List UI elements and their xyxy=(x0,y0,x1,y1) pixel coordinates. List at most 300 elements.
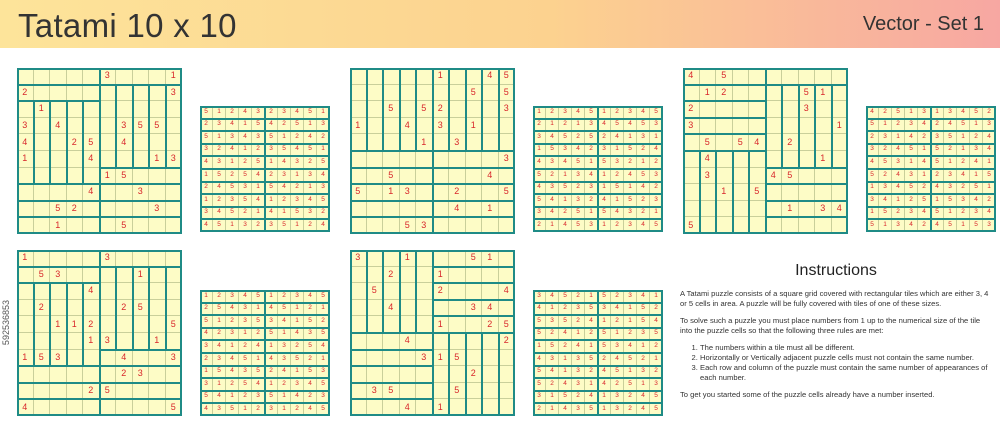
tatami-solution-3 xyxy=(866,106,996,232)
grid-cell xyxy=(83,300,100,317)
solution-number: 2 xyxy=(866,131,879,144)
solution-number: 5 xyxy=(892,106,905,119)
solution-number: 2 xyxy=(611,315,624,328)
solution-number: 5 xyxy=(931,144,944,157)
solution-number: 1 xyxy=(200,290,213,303)
grid-cell xyxy=(482,85,499,102)
solution-number: 3 xyxy=(265,315,278,328)
solution-number: 1 xyxy=(892,194,905,207)
solution-number: 5 xyxy=(200,106,213,119)
grid-cell xyxy=(50,366,67,383)
solution-number: 5 xyxy=(213,219,226,232)
solution-number: 5 xyxy=(957,119,970,132)
solution-number: 4 xyxy=(931,182,944,195)
grid-cell xyxy=(449,333,466,350)
grid-cell xyxy=(133,283,150,300)
grid-cell xyxy=(133,101,150,118)
grid-cell xyxy=(482,399,499,416)
solution-number: 2 xyxy=(252,403,265,416)
grid-cell xyxy=(17,101,34,118)
solution-number: 5 xyxy=(931,156,944,169)
solution-number: 1 xyxy=(546,303,559,316)
solution-number: 5 xyxy=(650,391,663,404)
solution-number: 5 xyxy=(611,366,624,379)
solution-number: 5 xyxy=(239,378,252,391)
rule-item: 1. The numbers within a tile must all be different. xyxy=(700,343,992,353)
grid-cell xyxy=(34,316,51,333)
solution-number: 2 xyxy=(546,169,559,182)
grid-cell xyxy=(100,85,117,102)
grid-cell xyxy=(367,316,384,333)
solution-number: 1 xyxy=(892,131,905,144)
grid-cell xyxy=(383,399,400,416)
given-number: 5 xyxy=(116,217,133,234)
tatami-puzzle-4 xyxy=(17,250,182,416)
grid-cell xyxy=(433,184,450,201)
solution-number: 1 xyxy=(983,156,996,169)
solution-number: 1 xyxy=(546,119,559,132)
solution-number: 3 xyxy=(533,207,546,220)
given-number: 5 xyxy=(50,201,67,218)
grid-cell xyxy=(67,85,84,102)
solution-number: 3 xyxy=(239,315,252,328)
given-number: 1 xyxy=(133,267,150,284)
grid-cell xyxy=(799,134,816,151)
solution-number: 2 xyxy=(585,328,598,341)
grid-cell xyxy=(34,250,51,267)
solution-number: 3 xyxy=(931,131,944,144)
grid-cell xyxy=(166,217,183,234)
grid-cell xyxy=(466,101,483,118)
grid-cell xyxy=(700,217,717,234)
solution-number: 4 xyxy=(317,169,330,182)
solution-number: 2 xyxy=(611,106,624,119)
solution-number: 4 xyxy=(546,366,559,379)
solution-number: 2 xyxy=(983,106,996,119)
grid-cell xyxy=(433,217,450,234)
solution-number: 2 xyxy=(265,366,278,379)
solution-number: 1 xyxy=(559,169,572,182)
solution-number: 4 xyxy=(304,290,317,303)
solution-number: 4 xyxy=(650,315,663,328)
grid-cell xyxy=(482,151,499,168)
solution-number: 3 xyxy=(213,353,226,366)
grid-cell xyxy=(383,217,400,234)
solution-number: 4 xyxy=(611,353,624,366)
solution-number: 5 xyxy=(970,106,983,119)
grid-cell xyxy=(449,399,466,416)
solution-number: 3 xyxy=(905,119,918,132)
grid-cell xyxy=(499,366,516,383)
grid-cell xyxy=(416,201,433,218)
solution-number: 5 xyxy=(559,182,572,195)
solution-number: 4 xyxy=(226,366,239,379)
grid-cell xyxy=(116,333,133,350)
solution-number: 1 xyxy=(650,131,663,144)
grid-cell xyxy=(766,101,783,118)
solution-number: 3 xyxy=(624,219,637,232)
grid-cell xyxy=(367,267,384,284)
grid-cell xyxy=(466,134,483,151)
solution-number: 1 xyxy=(585,290,598,303)
solution-number: 5 xyxy=(317,328,330,341)
solution-number: 4 xyxy=(226,353,239,366)
grid-cell xyxy=(133,250,150,267)
solution-number: 1 xyxy=(559,353,572,366)
solution-number: 4 xyxy=(239,290,252,303)
solution-number: 1 xyxy=(918,169,931,182)
solution-number: 4 xyxy=(304,378,317,391)
grid-cell xyxy=(67,68,84,85)
grid-cell xyxy=(166,383,183,400)
grid-cell xyxy=(116,316,133,333)
solution-number: 1 xyxy=(905,106,918,119)
solution-number: 3 xyxy=(239,219,252,232)
solution-number: 1 xyxy=(598,182,611,195)
solution-number: 1 xyxy=(944,156,957,169)
solution-number: 1 xyxy=(304,119,317,132)
solution-number: 3 xyxy=(265,219,278,232)
solution-number: 1 xyxy=(931,106,944,119)
grid-cell xyxy=(383,366,400,383)
grid-cell xyxy=(832,68,849,85)
solution-number: 4 xyxy=(559,378,572,391)
tatami-solution-2 xyxy=(533,106,663,232)
grid-cell xyxy=(466,151,483,168)
solution-number: 2 xyxy=(905,194,918,207)
solution-number: 1 xyxy=(957,219,970,232)
solution-number: 5 xyxy=(624,353,637,366)
solution-number: 5 xyxy=(278,303,291,316)
solution-number: 2 xyxy=(291,403,304,416)
grid-cell xyxy=(466,68,483,85)
grid-cell xyxy=(17,383,34,400)
grid-cell xyxy=(166,118,183,135)
solution-number: 4 xyxy=(611,303,624,316)
solution-number: 1 xyxy=(983,182,996,195)
solution-number: 2 xyxy=(213,194,226,207)
solution-number: 2 xyxy=(317,207,330,220)
grid-cell xyxy=(83,399,100,416)
given-number: 1 xyxy=(416,134,433,151)
grid-cell xyxy=(749,68,766,85)
given-number: 5 xyxy=(499,316,516,333)
given-number: 1 xyxy=(482,250,499,267)
grid-cell xyxy=(449,300,466,317)
solution-number: 5 xyxy=(533,378,546,391)
solution-number: 5 xyxy=(931,207,944,220)
solution-number: 5 xyxy=(611,182,624,195)
solution-number: 1 xyxy=(213,378,226,391)
solution-number: 4 xyxy=(572,340,585,353)
given-number: 3 xyxy=(367,383,384,400)
solution-number: 3 xyxy=(226,194,239,207)
given-number: 1 xyxy=(50,316,67,333)
solution-number: 3 xyxy=(983,119,996,132)
grid-cell xyxy=(433,134,450,151)
given-number: 1 xyxy=(400,250,417,267)
solution-number: 1 xyxy=(624,315,637,328)
grid-cell xyxy=(832,151,849,168)
solution-number: 5 xyxy=(265,391,278,404)
solution-number: 5 xyxy=(598,340,611,353)
solution-number: 2 xyxy=(213,290,226,303)
grid-cell xyxy=(67,151,84,168)
grid-cell xyxy=(416,333,433,350)
solution-number: 1 xyxy=(546,391,559,404)
given-number: 3 xyxy=(116,118,133,135)
solution-number: 3 xyxy=(317,391,330,404)
given-number: 3 xyxy=(466,300,483,317)
given-number: 1 xyxy=(17,350,34,367)
given-number: 4 xyxy=(749,134,766,151)
grid-cell xyxy=(50,383,67,400)
solution-number: 4 xyxy=(892,144,905,157)
grid-cell xyxy=(766,201,783,218)
given-number: 5 xyxy=(799,85,816,102)
grid-cell xyxy=(133,68,150,85)
grid-cell xyxy=(383,151,400,168)
grid-cell xyxy=(416,68,433,85)
solution-number: 1 xyxy=(598,169,611,182)
grid-cell xyxy=(67,300,84,317)
grid-cell xyxy=(733,101,750,118)
solution-number: 3 xyxy=(944,169,957,182)
given-number: 3 xyxy=(50,267,67,284)
given-number: 1 xyxy=(782,201,799,218)
solution-number: 4 xyxy=(983,144,996,157)
solution-number: 4 xyxy=(957,169,970,182)
grid-cell xyxy=(499,399,516,416)
grid-cell xyxy=(350,366,367,383)
solution-number: 2 xyxy=(546,378,559,391)
solution-number: 3 xyxy=(304,169,317,182)
solution-number: 5 xyxy=(637,315,650,328)
solution-number: 4 xyxy=(598,119,611,132)
solution-number: 1 xyxy=(252,353,265,366)
instructions-heading: Instructions xyxy=(795,262,877,279)
solution-number: 1 xyxy=(291,366,304,379)
grid-cell xyxy=(149,184,166,201)
grid-cell xyxy=(733,85,750,102)
solution-number: 2 xyxy=(200,119,213,132)
solution-number: 4 xyxy=(598,194,611,207)
solution-number: 1 xyxy=(304,182,317,195)
solution-number: 3 xyxy=(239,366,252,379)
given-number: 1 xyxy=(34,101,51,118)
solution-number: 3 xyxy=(533,391,546,404)
solution-number: 1 xyxy=(624,303,637,316)
solution-number: 5 xyxy=(278,144,291,157)
solution-number: 5 xyxy=(252,119,265,132)
solution-number: 4 xyxy=(533,182,546,195)
solution-number: 4 xyxy=(291,144,304,157)
solution-number: 5 xyxy=(572,207,585,220)
grid-cell xyxy=(782,85,799,102)
solution-number: 4 xyxy=(585,169,598,182)
given-number: 2 xyxy=(34,300,51,317)
solution-number: 2 xyxy=(637,144,650,157)
grid-cell xyxy=(716,101,733,118)
given-number: 1 xyxy=(433,399,450,416)
given-number: 1 xyxy=(815,151,832,168)
grid-cell xyxy=(50,300,67,317)
solution-number: 1 xyxy=(650,353,663,366)
solution-number: 4 xyxy=(213,340,226,353)
solution-number: 3 xyxy=(611,340,624,353)
solution-number: 1 xyxy=(291,303,304,316)
grid-cell xyxy=(67,366,84,383)
solution-number: 5 xyxy=(559,315,572,328)
solution-number: 1 xyxy=(866,182,879,195)
grid-cell xyxy=(149,68,166,85)
grid-cell xyxy=(133,333,150,350)
grid-cell xyxy=(100,350,117,367)
solution-number: 2 xyxy=(239,340,252,353)
grid-cell xyxy=(350,68,367,85)
solution-number: 4 xyxy=(572,144,585,157)
solution-number: 4 xyxy=(252,194,265,207)
grid-cell xyxy=(749,201,766,218)
solution-number: 5 xyxy=(213,169,226,182)
grid-cell xyxy=(367,184,384,201)
grid-cell xyxy=(166,184,183,201)
grid-cell xyxy=(449,316,466,333)
grid-cell xyxy=(383,134,400,151)
solution-number: 2 xyxy=(931,119,944,132)
solution-number: 5 xyxy=(970,182,983,195)
grid-cell xyxy=(466,184,483,201)
solution-number: 5 xyxy=(252,156,265,169)
solution-number: 2 xyxy=(650,366,663,379)
solution-number: 5 xyxy=(304,106,317,119)
solution-number: 4 xyxy=(317,219,330,232)
solution-number: 2 xyxy=(918,182,931,195)
solution-number: 2 xyxy=(637,194,650,207)
solution-number: 1 xyxy=(533,340,546,353)
grid-cell xyxy=(499,201,516,218)
solution-number: 5 xyxy=(650,219,663,232)
solution-number: 5 xyxy=(252,290,265,303)
grid-cell xyxy=(149,366,166,383)
solution-number: 1 xyxy=(278,391,291,404)
solution-number: 4 xyxy=(291,328,304,341)
grid-cell xyxy=(67,283,84,300)
solution-number: 4 xyxy=(533,156,546,169)
given-number: 4 xyxy=(766,168,783,185)
solution-number: 3 xyxy=(637,328,650,341)
solution-number: 4 xyxy=(304,131,317,144)
solution-number: 2 xyxy=(637,353,650,366)
solution-number: 1 xyxy=(598,219,611,232)
solution-number: 1 xyxy=(970,169,983,182)
solution-number: 5 xyxy=(866,219,879,232)
solution-number: 4 xyxy=(200,156,213,169)
grid-cell xyxy=(400,134,417,151)
given-number: 4 xyxy=(50,118,67,135)
grid-cell xyxy=(67,168,84,185)
solution-number: 3 xyxy=(213,403,226,416)
solution-number: 5 xyxy=(317,378,330,391)
solution-number: 1 xyxy=(546,219,559,232)
grid-cell xyxy=(400,68,417,85)
solution-number: 3 xyxy=(611,403,624,416)
given-number: 5 xyxy=(149,118,166,135)
grid-cell xyxy=(83,68,100,85)
grid-cell xyxy=(34,184,51,201)
grid-cell xyxy=(149,267,166,284)
grid-cell xyxy=(700,101,717,118)
solution-number: 2 xyxy=(585,144,598,157)
given-number: 2 xyxy=(116,366,133,383)
solution-number: 5 xyxy=(944,194,957,207)
solution-number: 1 xyxy=(226,156,239,169)
solution-number: 4 xyxy=(866,106,879,119)
rules-list xyxy=(680,343,992,383)
solution-number: 3 xyxy=(252,391,265,404)
given-number: 3 xyxy=(166,151,183,168)
grid-cell xyxy=(716,118,733,135)
grid-cell xyxy=(116,267,133,284)
solution-number: 1 xyxy=(239,328,252,341)
solution-number: 1 xyxy=(317,353,330,366)
grid-cell xyxy=(499,217,516,234)
given-number: 5 xyxy=(133,300,150,317)
grid-cell xyxy=(449,85,466,102)
solution-number: 3 xyxy=(637,131,650,144)
grid-cell xyxy=(367,350,384,367)
grid-cell xyxy=(383,316,400,333)
solution-number: 3 xyxy=(624,106,637,119)
solution-number: 5 xyxy=(252,366,265,379)
solution-number: 2 xyxy=(598,353,611,366)
grid-cell xyxy=(100,316,117,333)
grid-cell xyxy=(466,267,483,284)
solution-number: 4 xyxy=(918,119,931,132)
solution-number: 3 xyxy=(291,378,304,391)
solution-number: 4 xyxy=(226,144,239,157)
solution-number: 5 xyxy=(624,378,637,391)
solution-number: 3 xyxy=(585,119,598,132)
solution-number: 2 xyxy=(585,194,598,207)
grid-cell xyxy=(799,201,816,218)
grid-cell xyxy=(83,350,100,367)
solution-number: 5 xyxy=(317,194,330,207)
given-number: 3 xyxy=(499,101,516,118)
solution-number: 4 xyxy=(637,219,650,232)
solution-number: 3 xyxy=(637,366,650,379)
given-number: 3 xyxy=(449,134,466,151)
given-number: 2 xyxy=(433,283,450,300)
grid-cell xyxy=(449,283,466,300)
given-number: 3 xyxy=(350,250,367,267)
solution-number: 5 xyxy=(239,194,252,207)
grid-cell xyxy=(367,333,384,350)
grid-cell xyxy=(149,250,166,267)
grid-cell xyxy=(83,168,100,185)
given-number: 1 xyxy=(149,151,166,168)
solution-number: 2 xyxy=(879,169,892,182)
solution-number: 5 xyxy=(559,290,572,303)
solution-number: 2 xyxy=(879,106,892,119)
solution-number: 2 xyxy=(957,156,970,169)
solution-number: 5 xyxy=(611,119,624,132)
solution-number: 5 xyxy=(559,131,572,144)
given-number: 5 xyxy=(34,267,51,284)
given-number: 5 xyxy=(499,184,516,201)
solution-number: 4 xyxy=(278,182,291,195)
grid-cell xyxy=(815,168,832,185)
